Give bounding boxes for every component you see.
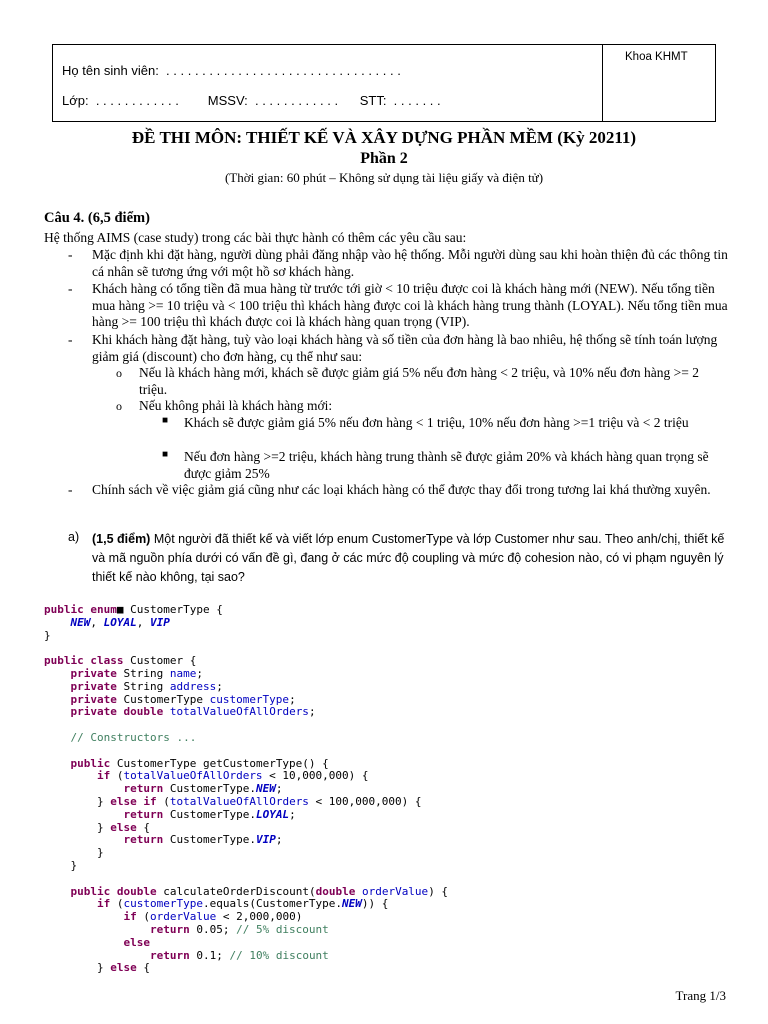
question-heading: Câu 4. (6,5 điểm) (44, 210, 150, 226)
dash-bullet: - (68, 482, 73, 497)
dash-bullet: - (68, 281, 73, 296)
exam-note: (Thời gian: 60 phút – Không sử dụng tài liệu giấy và điện tử) (224, 170, 544, 185)
exam-part: Phần 2 (360, 150, 408, 167)
dash-bullet: - (68, 247, 73, 262)
student-info-box (52, 44, 716, 122)
square-bullet: ■ (162, 415, 169, 426)
class-id-line: Lớp: . . . . . . . . . . . . MSSV: . . . . . . . . . . . . STT: . . . . . . . (62, 93, 441, 108)
part-a-label: a) (68, 530, 80, 544)
code-listing: public enum■ CustomerType { NEW, LOYAL, VIP } public class Customer { private String name; private String address; private CustomerType customerType; private double totalValueOfAllOrders; // Constructors ... public CustomerType getCustomerType() { if (totalValueOfAllOrders < 10,000,000) { return CustomerType.NEW; } else if (totalValueOfAllOrders < 100,000,000) { return CustomerType.LOYAL; } else { return CustomerType.VIP; } } public double calculateOrderDiscount(double orderValue) { if (customerType.equals(CustomerType.NEW)) { if (orderValue < 2,000,000) return 0.05; // 5% discount else return 0.1; // 10% discount } else { (44, 603, 449, 975)
circle-bullet: o (116, 399, 122, 413)
faculty-label: Khoa KHMT (625, 51, 688, 63)
student-name-line: Họ tên sinh viên: . . . . . . . . . . . . . . . . . . . . . . . . . . . . . . . . . (62, 63, 401, 78)
bullet-2: Khách hàng có tổng tiền đã mua hàng từ trước tới giờ < 10 triệu được coi là khách hàng mới (NEW). Nếu tổng tiền mua hàng >= 10 triệu và < 100 triệu thì khách hàng được coi là khách hàng trung thành (LOYAL). Nếu tổng tiền mua hàng >= 100 triệu thì khách được coi là khách hàng quan trọng (VIP). (92, 281, 728, 329)
student-info-fields (53, 45, 603, 121)
circle-bullet: o (116, 366, 122, 380)
bullet-4: Chính sách về việc giảm giá cũng như các loại khách hàng có thể được thay đổi trong tương lai khá thường xuyên. (92, 482, 711, 497)
bullet-3: Khi khách hàng đặt hàng, tuỳ vào loại khách hàng và số tiền của đơn hàng là bao nhiêu, hệ thống sẽ tính toán lượng giảm giá (discount) cho đơn hàng, cụ thể như sau: (92, 332, 718, 364)
question-intro: Hệ thống AIMS (case study) trong các bài thực hành có thêm các yêu cầu sau: (44, 230, 467, 245)
part-a-text (92, 530, 728, 587)
sub-sub-bullet-1: Khách sẽ được giảm giá 5% nếu đơn hàng < 1 triệu, 10% nếu đơn hàng >=1 triệu và < 2 triệu (184, 415, 689, 430)
bullet-1: Mặc định khi đặt hàng, người dùng phải đăng nhập vào hệ thống. Mỗi người dùng sau khi hoàn thiện đủ các thông tin cá nhân sẽ tương ứng với một hồ sơ khách hàng. (92, 247, 728, 279)
square-bullet: ■ (162, 449, 169, 460)
exam-title: ĐỀ THI MÔN: THIẾT KẾ VÀ XÂY DỰNG PHẦN MỀM (Kỳ 20211) (131, 128, 637, 147)
dash-bullet: - (68, 332, 73, 347)
part-a-points: (1,5 điểm) (92, 532, 151, 546)
sub-bullet-1: Nếu là khách hàng mới, khách sẽ được giảm giá 5% nếu đơn hàng < 2 triệu, và 10% nếu đơn hàng >= 2 triệu. (139, 365, 699, 397)
page-number: Trang 1/3 (675, 988, 726, 1003)
sub-bullet-2: Nếu không phải là khách hàng mới: (139, 398, 333, 413)
sub-sub-bullet-2: Nếu đơn hàng >=2 triệu, khách hàng trung thành sẽ được giảm 20% và khách hàng quan trọng sẽ được giảm 25% (184, 449, 709, 481)
part-a-body: Một người đã thiết kế và viết lớp enum CustomerType và lớp Customer như sau. Theo anh/chị, thiết kế và mã nguồn phía dưới có vấn đề gì, đang ở các mức độ coupling và mức độ cohesion nào, có vi phạm nguyên lý thiết kế nào không, tại sao? (92, 532, 725, 584)
